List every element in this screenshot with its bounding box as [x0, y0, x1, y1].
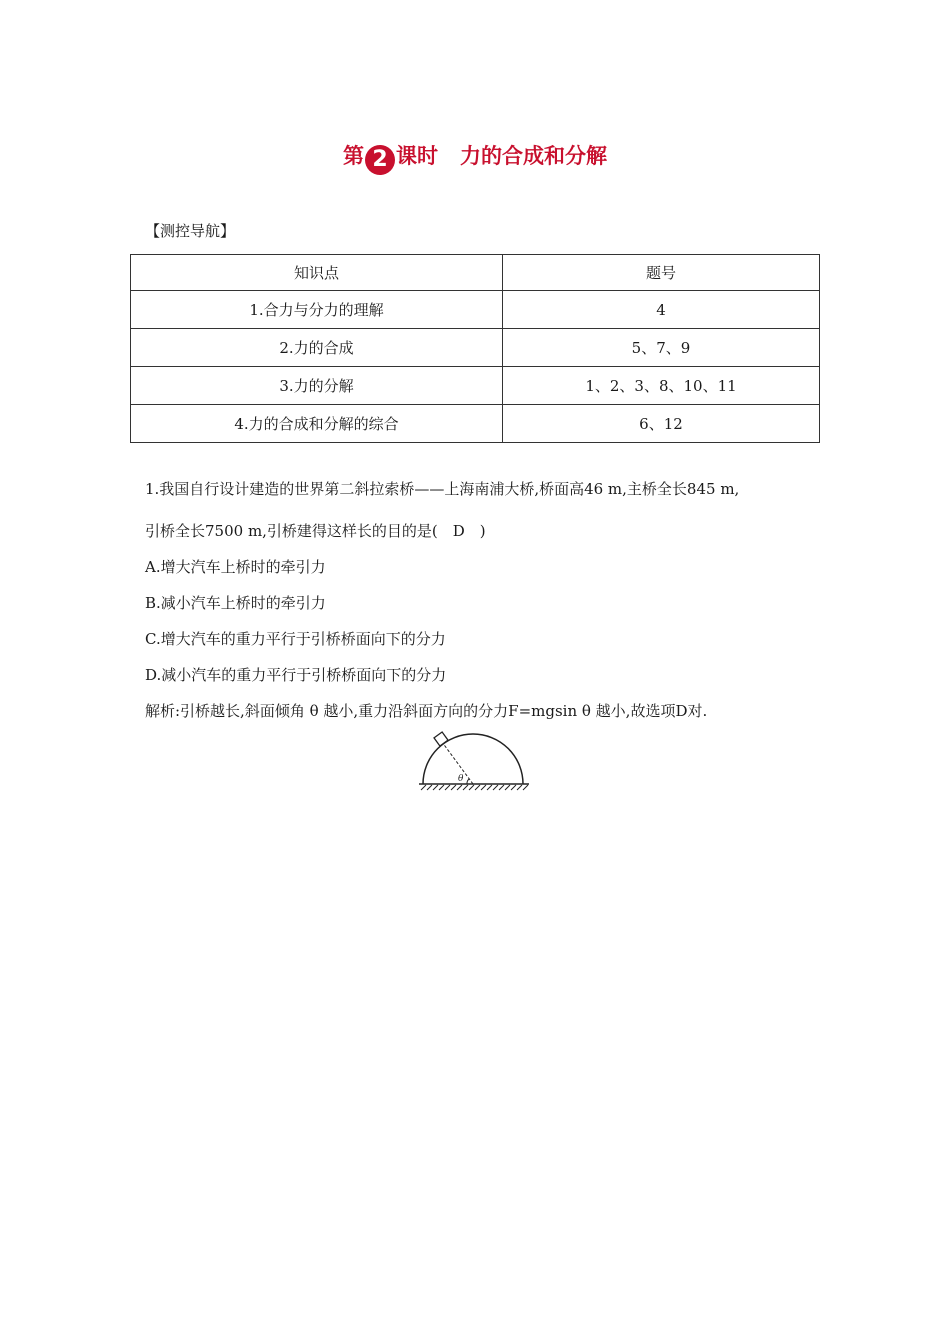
title-main: 力的合成和分解 [460, 144, 607, 168]
lesson-number-badge: 2 [365, 145, 395, 175]
option-b: B.减小汽车上桥时的牵引力 [145, 594, 326, 612]
table-header-row [131, 255, 820, 291]
navigation-table [130, 254, 820, 443]
block-on-surface [434, 732, 448, 746]
title-prefix: 第 [343, 144, 364, 168]
option-d: D.减小汽车的重力平行于引桥桥面向下的分力 [145, 666, 447, 684]
question-1-stem: 引桥全长7500 m,引桥建得这样长的目的是( [145, 522, 438, 540]
topic-cell: 2.力的合成 [131, 329, 503, 367]
angle-label: θ [458, 774, 464, 784]
table-row [131, 367, 820, 405]
header-topic: 知识点 [131, 255, 503, 291]
analysis-text: 解析:引桥越长,斜面倾角 θ 越小,重力沿斜面方向的分力F=mgsin θ 越小,故选项D对. [145, 702, 708, 720]
topic-cell: 1.合力与分力的理解 [131, 291, 503, 329]
header-items: 题号 [503, 255, 820, 291]
topic-cell: 4.力的合成和分解的综合 [131, 405, 503, 443]
question-1-close-paren: ) [479, 522, 486, 540]
option-c: C.增大汽车的重力平行于引桥桥面向下的分力 [145, 630, 446, 648]
page-title [0, 138, 950, 175]
items-cell: 6、12 [503, 405, 820, 443]
semicircle-diagram [415, 730, 535, 794]
table-row [131, 405, 820, 443]
answer-letter: D [452, 522, 465, 540]
table-row [131, 329, 820, 367]
items-cell: 1、2、3、8、10、11 [503, 367, 820, 405]
question-1-line-2 [145, 520, 486, 542]
table-row [131, 291, 820, 329]
section-heading: 【测控导航】 [145, 222, 236, 240]
ground-hatching [421, 785, 528, 790]
question-1-line-1: 1.我国自行设计建造的世界第二斜拉索桥——上海南浦大桥,桥面高46 m,主桥全长845 m, [145, 480, 740, 498]
items-cell: 4 [503, 291, 820, 329]
title-suffix: 课时 [396, 144, 438, 168]
items-cell: 5、7、9 [503, 329, 820, 367]
option-a: A.增大汽车上桥时的牵引力 [145, 558, 326, 576]
topic-cell: 3.力的分解 [131, 367, 503, 405]
